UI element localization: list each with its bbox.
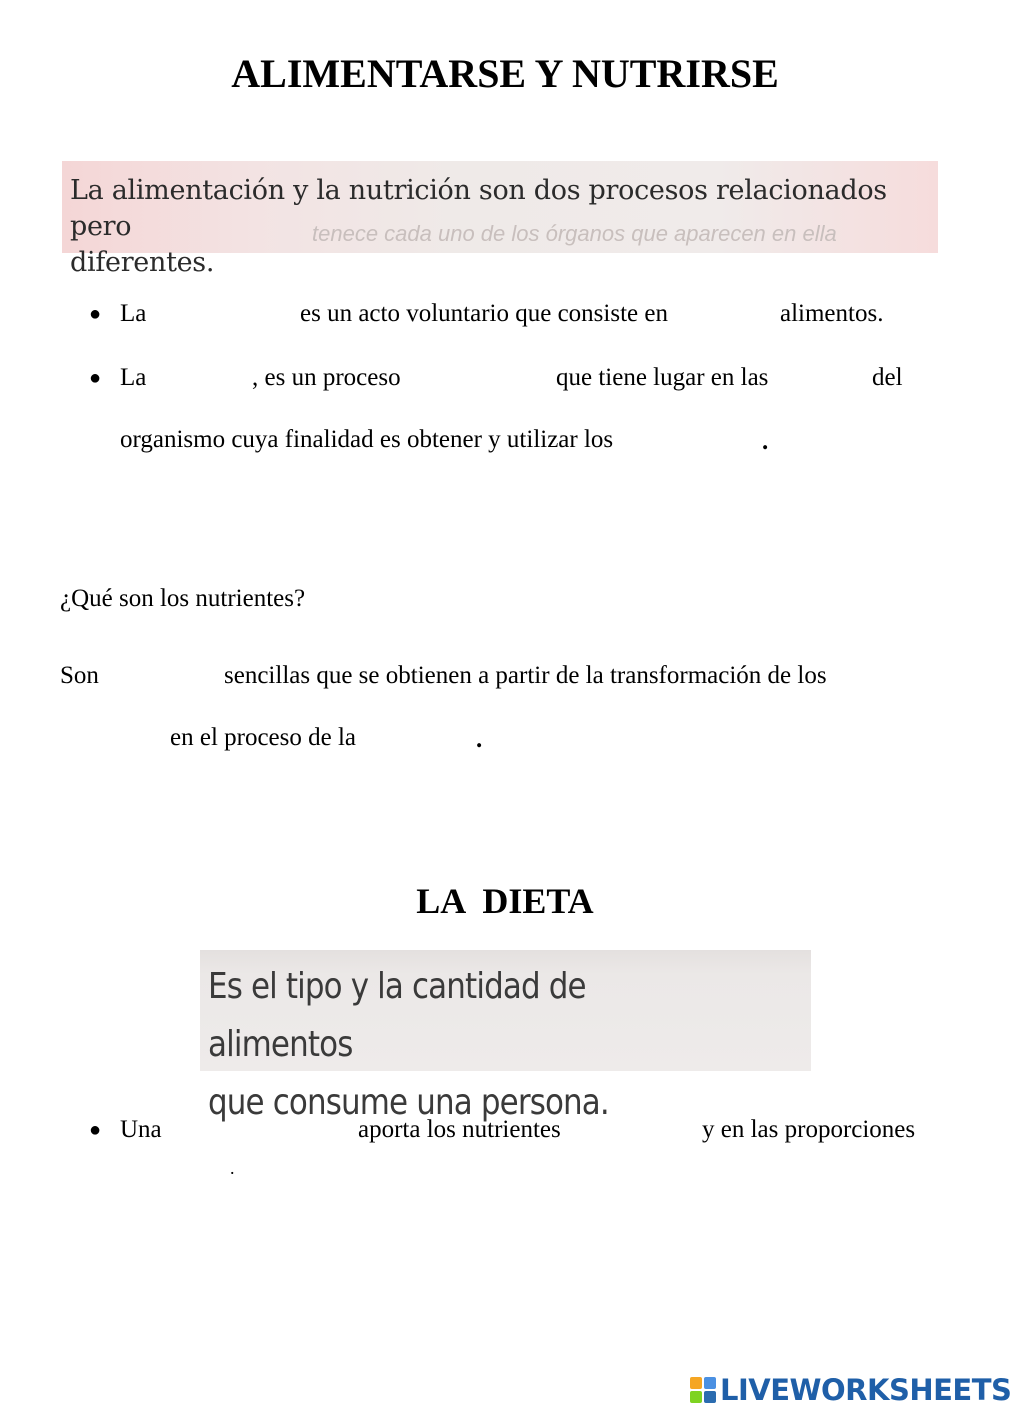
excerpt-image-dieta — [200, 950, 811, 1123]
list-item-text: organismo cuya finalidad es obtener y utilizar los — [120, 426, 614, 453]
answer-text: Son — [60, 662, 99, 689]
liveworksheets-logo[interactable] — [690, 1374, 1011, 1406]
blank-input[interactable] — [120, 1160, 224, 1186]
list-item-text: del — [872, 364, 903, 391]
blank-input[interactable] — [160, 364, 248, 394]
list-item-text: . — [762, 428, 769, 455]
liveworksheets-logo-icon — [690, 1377, 716, 1403]
blank-input[interactable] — [705, 300, 773, 330]
list-item-text: . — [230, 1158, 235, 1178]
bullet-dot: ● — [89, 303, 102, 325]
blank-input[interactable] — [658, 426, 756, 456]
list-item-text: La — [120, 300, 147, 327]
blank-input[interactable] — [60, 724, 164, 754]
excerpt-line: Es el tipo y la cantidad de alimentos — [208, 966, 586, 1065]
excerpt-line: que consume una persona. — [208, 1082, 609, 1123]
list-item-text: y en las proporciones — [702, 1116, 916, 1143]
blank-input[interactable] — [584, 1116, 694, 1146]
section-title: LA DIETA — [416, 881, 594, 921]
blank-input[interactable] — [172, 1116, 350, 1146]
page-title: ALIMENTARSE Y NUTRIRSE — [231, 51, 779, 96]
list-item-text: , es un proceso — [252, 364, 401, 391]
list-item-text: La — [120, 364, 147, 391]
bullet-dot: ● — [89, 1119, 102, 1141]
blank-input[interactable] — [160, 300, 290, 330]
list-item-text: aporta los nutrientes — [358, 1116, 561, 1143]
list-item-text: es un acto voluntario que consiste en — [300, 300, 668, 327]
list-item-text: que tiene lugar en las — [556, 364, 769, 391]
excerpt-line: diferentes. — [70, 247, 215, 278]
excerpt-image-alimentacion: tenece cada uno de los órganos que aparecen en ella La alimentación y la nutrición son dos procesos relacionados pero diferentes. — [62, 161, 938, 253]
blank-input[interactable] — [378, 724, 472, 754]
list-item-text: alimentos. — [780, 300, 884, 327]
list-item-text: Una — [120, 1116, 162, 1143]
answer-text: en el proceso de la — [170, 724, 357, 751]
logo-text: LIVEWORKSHEETS — [720, 1373, 1011, 1407]
question-text: ¿Qué son los nutrientes? — [60, 585, 306, 612]
bullet-dot: ● — [89, 367, 102, 389]
answer-text: . — [476, 726, 483, 753]
answer-text: sencillas que se obtienen a partir de la transformación de los — [224, 662, 827, 689]
excerpt-line: La alimentación y la nutrición son dos procesos relacionados pero — [70, 175, 887, 242]
blank-input[interactable] — [108, 662, 216, 692]
blank-input[interactable] — [792, 364, 864, 394]
blank-input[interactable] — [420, 364, 548, 394]
